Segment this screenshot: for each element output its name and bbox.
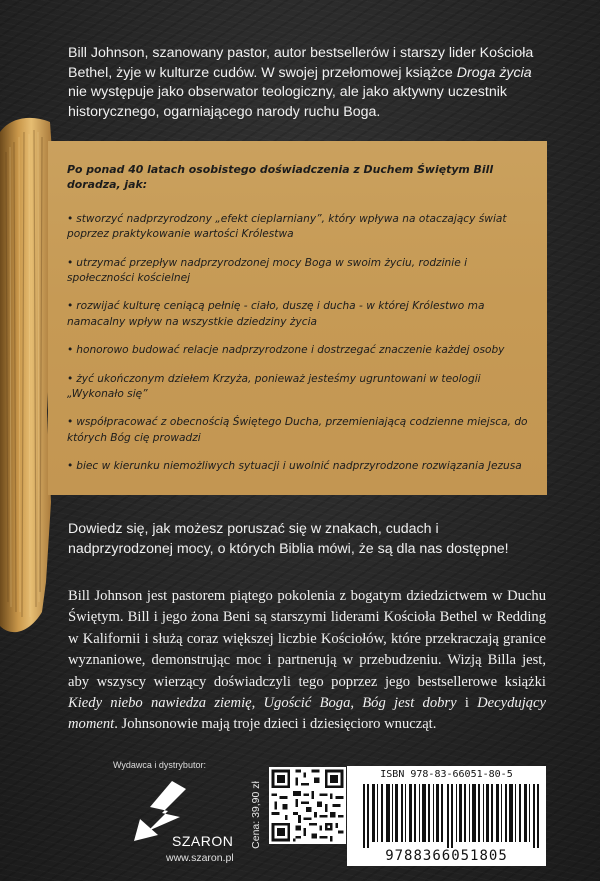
bullet-marker: • xyxy=(67,460,74,473)
advice-box xyxy=(48,141,547,495)
advice-item xyxy=(67,415,532,446)
advice-item xyxy=(67,212,532,243)
bullet-marker: • xyxy=(67,344,74,357)
ean-number: 9788366051805 xyxy=(385,848,508,864)
advice-item xyxy=(67,343,532,358)
bullet-marker: • xyxy=(67,256,74,269)
bio-book-2: Ugościć Boga xyxy=(263,695,351,712)
publisher-name: SZARON xyxy=(172,833,234,849)
bullet-marker: • xyxy=(67,372,74,385)
advice-heading: Po ponad 40 latach osobistego doświadczenia z Duchem Świętym Bill doradza, jak: xyxy=(67,163,494,192)
advice-item-text: stworzyć nadprzyrodzony „efekt cieplarniany”, który wpływa na otaczający świat poprzez praktykowanie wartości Królestwa xyxy=(67,212,507,241)
bio-book-3: Bóg jest dobry xyxy=(362,695,457,712)
qr-code[interactable] xyxy=(269,767,346,844)
intro-book-title: Droga życia xyxy=(456,64,532,81)
author-bio xyxy=(68,586,546,736)
price-label xyxy=(241,770,271,860)
advice-item xyxy=(67,256,532,287)
gold-brush-stroke xyxy=(0,112,52,640)
intro-text-start: Bill Johnson, szanowany pastor, autor bestsellerów i starszy lider Kościoła Bethel, żyje w kulturze cudów. W swojej przełomowej książce xyxy=(68,45,534,81)
advice-item-text: biec w kierunku niemożliwych sytuacji i uwolnić nadprzyrodzone rozwiązania Jezusa xyxy=(76,460,522,473)
advice-item-text: współpracować z obecnością Świętego Ducha, przemieniającą codzienne miejsca, do których Bóg cię prowadzi xyxy=(67,416,528,444)
advice-item xyxy=(67,459,532,474)
bullet-marker: • xyxy=(67,416,74,429)
advice-box-content xyxy=(67,162,532,488)
publisher-label: Wydawca i dystrybutor: xyxy=(113,760,206,770)
cta-paragraph: Dowiedz się, jak możesz poruszać się w znakach, cudach i nadprzyrodzonej mocy, o których Biblia mówi, że są dla nas dostępne! xyxy=(68,521,509,557)
bullet-marker: • xyxy=(67,300,74,313)
advice-item xyxy=(67,372,532,403)
bio-book-4: Decydujący moment xyxy=(68,695,546,733)
bio-separator: i xyxy=(456,695,478,712)
advice-item xyxy=(67,299,532,330)
advice-item-text: honorowo budować relacje nadprzyrodzone i dostrzegać znaczenie każdej osoby xyxy=(76,344,505,357)
isbn-text: ISBN 978-83-66051-80-5 xyxy=(380,769,513,780)
bio-separator: , xyxy=(251,695,264,712)
bullet-marker: • xyxy=(67,212,74,225)
bio-text-end: . Johnsonowie mają troje dzieci i dziesięcioro wnucząt. xyxy=(114,716,437,733)
intro-paragraph xyxy=(68,44,543,122)
advice-item-text: żyć ukończonym dziełem Krzyża, ponieważ jesteśmy ugruntowani w teologii „Wykonało się” xyxy=(67,372,481,401)
price-text: Cena: 39,90 zł xyxy=(250,781,262,849)
advice-item-text: rozwijać kulturę ceniącą pełnię - ciało, duszę i ducha - w której Królestwo ma namacalny wpływ na wszystkie dziedziny życia xyxy=(67,300,485,328)
barcode-icon xyxy=(363,784,539,848)
publisher-url[interactable]: www.szaron.pl xyxy=(166,852,234,864)
advice-item-text: utrzymać przepływ nadprzyrodzonej mocy Boga w swoim życiu, rodzinie i społeczności kościelnej xyxy=(67,256,468,285)
bio-book-1: Kiedy niebo nawiedza ziemię xyxy=(68,695,252,712)
bio-text: Bill Johnson jest pastorem piątego pokolenia z bogatym dziedzictwem w Duchu Świętym. Bill i jego żona Beni są starszymi liderami Kościoła Bethel w Redding w Kalifornii i służą coraz większej liczbie Kościołów, które przekraczają granice wyznaniowe, demonstrując moc i partnerują w przebudzeniu. Wizją Billa jest, aby wszyscy wierzący doświadczyli tego poprzez jego bestsellerowe książki xyxy=(68,588,546,690)
bio-separator: , xyxy=(350,695,363,712)
barcode-panel xyxy=(347,766,546,866)
intro-text-end: nie występuje jako obserwator teologiczny, ale jako aktywny uczestnik historycznego, ogarniającego narody ruchu Boga. xyxy=(68,84,507,120)
